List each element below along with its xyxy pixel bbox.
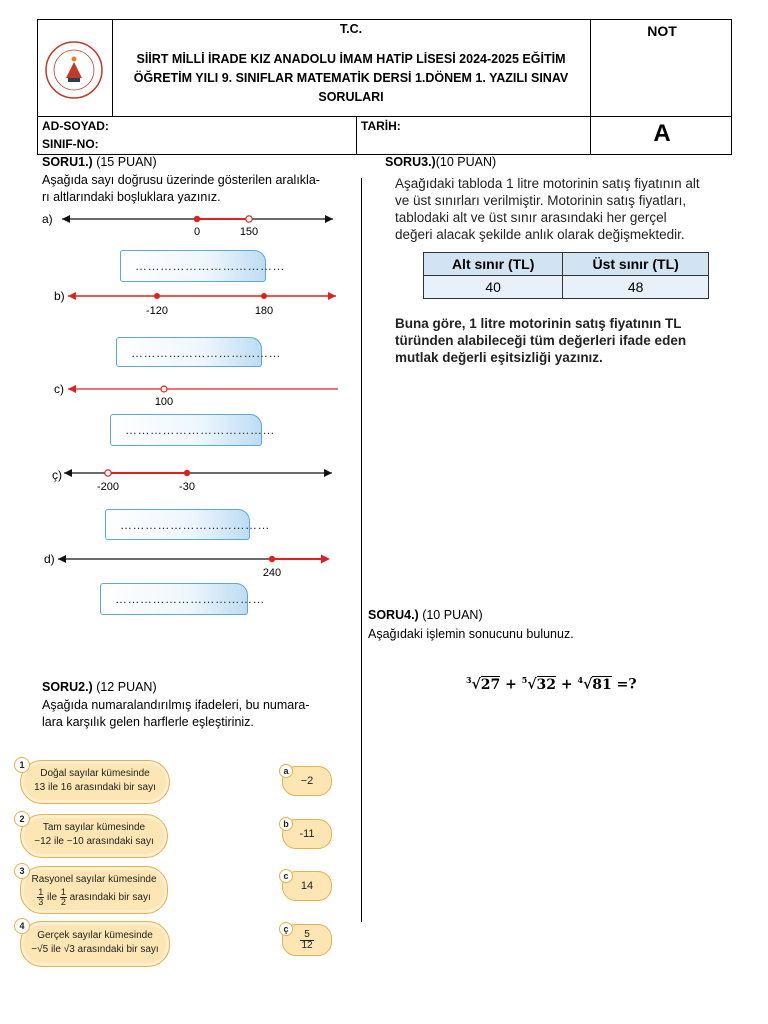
q3-text-line: ve üst sınırları verilmiştir. Motorinin satış fiyatları, — [395, 193, 687, 208]
expression-tail: =? — [616, 676, 637, 693]
root-index: 4 — [577, 675, 584, 685]
q4-heading — [368, 608, 483, 622]
fraction: $\frac{5}{12}$ — [301, 929, 313, 951]
q1-title: SORU1.) — [42, 155, 93, 169]
arrow-left-icon — [62, 215, 70, 223]
tick-label: 100 — [154, 396, 174, 408]
match-item-text: Gerçek sayılar kümesinde — [37, 930, 153, 941]
item-number: 1 — [14, 757, 30, 773]
header-divider — [590, 19, 591, 155]
q1-points: (15 PUAN) — [96, 155, 157, 169]
match-answer-value: -11 — [299, 828, 315, 840]
tick-label: 240 — [262, 567, 282, 579]
answer-box-d[interactable] — [100, 583, 265, 615]
table-header: Alt sınır (TL) — [424, 253, 563, 276]
match-answer-value: 14 — [300, 880, 314, 892]
radicand: 32 — [536, 676, 557, 693]
q3-text — [395, 175, 735, 243]
price-limits-table — [423, 252, 709, 299]
arrow-left-icon — [64, 469, 72, 477]
q2-points: (12 PUAN) — [96, 680, 157, 694]
q3-text-line: Aşağıdaki tabloda 1 litre motorinin satış fiyatının alt — [395, 176, 700, 191]
exam-group: A — [653, 120, 671, 147]
closed-point — [269, 556, 275, 562]
match-item-text: Rasyonel sayılar kümesinde — [31, 874, 157, 885]
match-item-3 — [20, 866, 168, 914]
answer-letter: b — [279, 817, 293, 831]
item-number: 2 — [14, 811, 30, 827]
table-header-row — [424, 253, 709, 276]
q3-points: (10 PUAN) — [435, 155, 497, 169]
match-item-text: −12 ile −10 arasındaki sayı — [34, 836, 154, 847]
q2-heading — [42, 680, 157, 694]
line-label: c) — [54, 382, 64, 396]
date-label: TARİH: — [361, 119, 401, 133]
match-item-text: arasındaki bir sayı — [69, 892, 151, 904]
match-item-fraction-row — [21, 888, 167, 907]
closed-point — [154, 293, 160, 299]
answer-letter: c — [279, 869, 293, 883]
line-label: a) — [42, 212, 53, 226]
arrow-right-icon — [324, 469, 332, 477]
arrow-left-icon — [68, 292, 76, 300]
match-item-text: Tam sayılar kümesinde — [42, 822, 146, 833]
grade-label: NOT — [647, 23, 677, 39]
radicand: 81 — [592, 676, 612, 693]
radicand: 27 — [480, 676, 501, 693]
q3-question-line: türünden alabileceği tüm değerleri ifade eden — [395, 333, 687, 348]
answer-box-a[interactable] — [120, 250, 285, 282]
exam-title-line: ÖĞRETİM YILI 9. SINIFLAR MATEMATİK DERSİ 1.DÖNEM 1. YAZILI SINAV — [133, 71, 569, 85]
q3-question — [395, 315, 725, 366]
q1-text-line: Aşağıda sayı doğrusu üzerinde gösterilen aralıkla- — [42, 173, 320, 187]
line-label: ç) — [52, 468, 62, 482]
q2-text-line: lara karşılık gelen harflerle eşleştiriniz. — [42, 715, 254, 729]
q1-heading — [42, 155, 157, 169]
header-divider — [37, 116, 732, 117]
q3-heading — [385, 155, 496, 169]
line-label: d) — [44, 552, 55, 566]
match-item-text: Doğal sayılar kümesinde — [40, 768, 150, 779]
meb-logo — [44, 40, 104, 100]
answer-box-c[interactable] — [110, 414, 275, 446]
open-point — [246, 216, 252, 222]
q2-title: SORU2.) — [42, 680, 93, 694]
exam-title-line: SORULARI — [318, 90, 384, 104]
q4-points: (10 PUAN) — [422, 608, 483, 622]
item-number: 3 — [14, 863, 30, 879]
q3-text-line: tablodaki alt ve üst sınır arasındaki her gerçel — [395, 210, 667, 225]
root-index: 5 — [521, 675, 528, 685]
answer-placeholder: ……………………………… — [120, 518, 270, 532]
exam-title — [112, 50, 590, 107]
open-point — [105, 470, 111, 476]
fraction: $\frac{1}{3}$ — [38, 887, 44, 907]
answer-box-b[interactable] — [116, 337, 281, 367]
answer-placeholder: ……………………………… — [115, 592, 265, 606]
match-item-text: ile — [47, 892, 58, 904]
arrow-right-icon — [321, 555, 330, 564]
answer-box-c-cedilla[interactable] — [105, 509, 270, 540]
q2-text-line: Aşağıda numaralandırılmış ifadeleri, bu numara- — [42, 698, 310, 712]
q4-text: Aşağıdaki işlemin sonucunu bulunuz. — [368, 627, 574, 641]
root-index: 3 — [466, 675, 472, 685]
closed-point — [184, 470, 190, 476]
item-number: 4 — [14, 918, 30, 934]
q3-question-line: Buna göre, 1 litre motorinin satış fiyatının TL — [395, 316, 682, 331]
class-number-label: SINIF-NO: — [42, 137, 99, 151]
table-row — [424, 276, 709, 299]
arrow-left-icon — [58, 555, 66, 563]
match-item-1 — [20, 760, 170, 804]
line-label: b) — [54, 289, 65, 303]
q3-text-line: değeri alacak şekilde anlık olarak değişmektedir. — [395, 227, 685, 242]
q1-text-line: rı altlarındaki boşluklara yazınız. — [42, 190, 221, 204]
tick-label: -200 — [96, 481, 120, 493]
arrow-left-icon — [68, 385, 76, 393]
name-label: AD-SOYAD: — [42, 119, 109, 133]
answer-placeholder: ……………………………… — [135, 259, 285, 273]
answer-letter: ç — [279, 922, 293, 936]
q1-text — [42, 172, 320, 206]
fraction: $\frac{1}{2}$ — [60, 887, 66, 907]
closed-point — [261, 293, 267, 299]
table-cell: 48 — [563, 276, 709, 299]
tick-label: 180 — [254, 305, 274, 317]
q4-expression: $^3$√27 + $^5$√32 + $^4$√81 =? — [466, 675, 637, 693]
header-tc: T.C. — [339, 22, 363, 36]
answer-placeholder: ……………………………… — [125, 423, 275, 437]
table-header: Üst sınır (TL) — [563, 253, 709, 276]
q2-text — [42, 697, 310, 731]
q4-title: SORU4.) — [368, 608, 419, 622]
arrow-right-icon — [328, 292, 336, 300]
closed-point — [194, 216, 200, 222]
answer-letter: a — [279, 764, 293, 778]
q3-question-line: mutlak değerli eşitsizliği yazınız. — [395, 350, 603, 365]
header-divider — [356, 116, 357, 155]
match-item-4 — [20, 921, 170, 967]
match-answer-value: −2 — [300, 775, 314, 787]
tick-label: 150 — [239, 226, 259, 238]
tick-label: -30 — [179, 481, 195, 493]
open-point — [161, 386, 167, 392]
q3-title: SORU3.) — [385, 155, 436, 169]
match-item-2 — [20, 814, 168, 858]
tick-label: -120 — [145, 305, 169, 317]
arrow-right-icon — [325, 215, 333, 223]
exam-title-line: SİİRT MİLLİ İRADE KIZ ANADOLU İMAM HATİP LİSESİ 2024-2025 EĞİTİM — [136, 52, 566, 66]
answer-placeholder: ……………………………… — [131, 346, 281, 360]
match-item-text: 13 ile 16 arasındaki bir sayı — [34, 782, 156, 793]
match-item-text: −√5 ile √3 arasındaki bir sayı — [31, 944, 159, 955]
tick-label: 0 — [193, 226, 201, 238]
table-cell: 40 — [424, 276, 563, 299]
column-divider — [361, 178, 362, 922]
